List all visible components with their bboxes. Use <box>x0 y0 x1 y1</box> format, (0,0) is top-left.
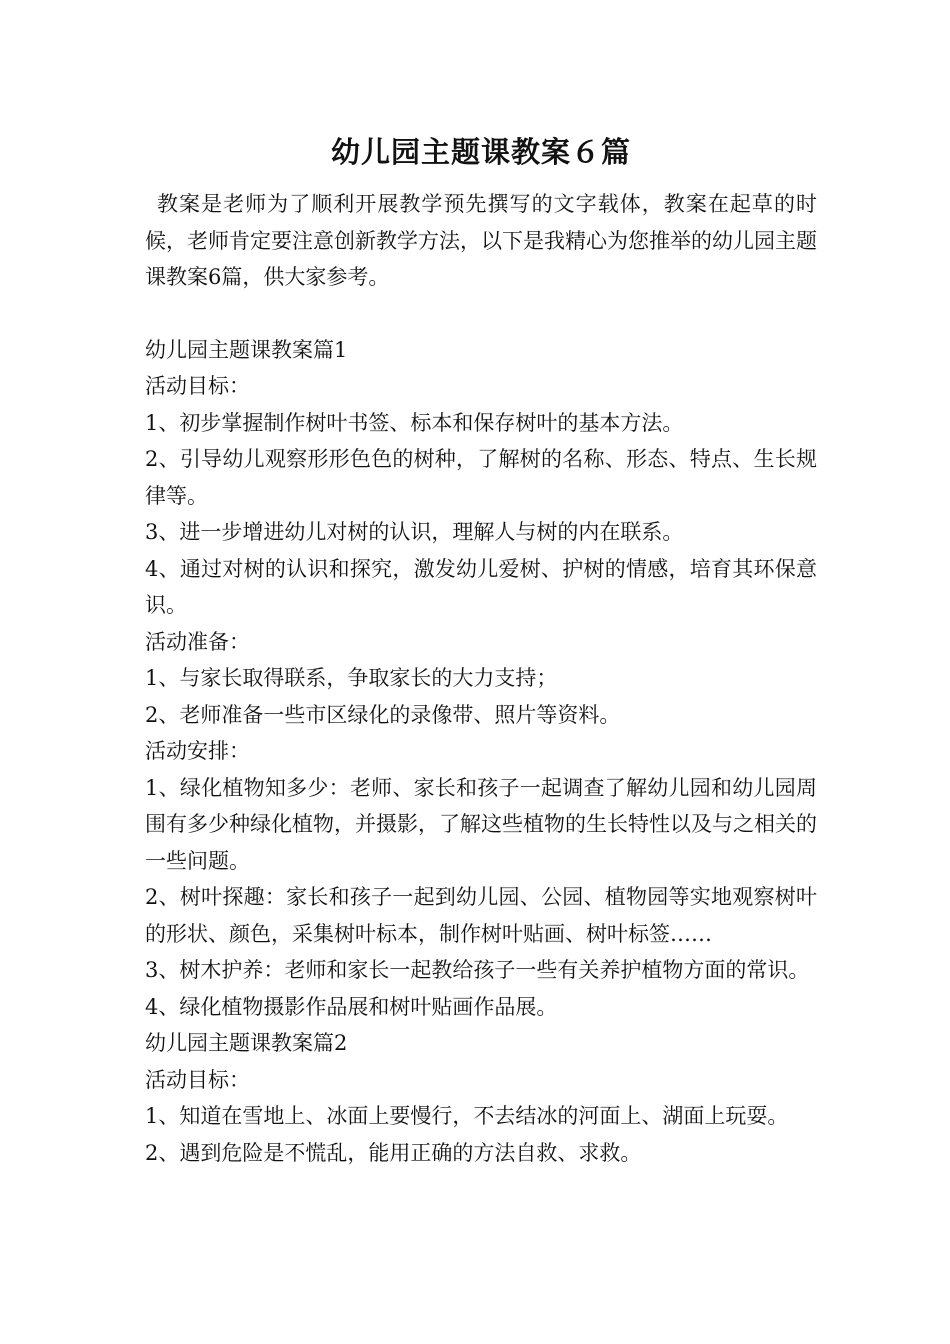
list-item: 4、通过对树的认识和探究，激发幼儿爱树、护树的情感，培育其环保意识。 <box>145 556 817 617</box>
list-item: 2、遇到危险是不慌乱，能用正确的方法自救、求救。 <box>145 1140 642 1165</box>
list-item: 2、引导幼儿观察形形色色的树种，了解树的名称、形态、特点、生长规律等。 <box>145 447 817 508</box>
document-title: 幼儿园主题课教案６篇 <box>330 135 631 169</box>
list-item: 3、进一步增进幼儿对树的认识，理解人与树的内在联系。 <box>145 520 684 544</box>
list-item: 1、与家长取得联系，争取家长的大力支持； <box>145 666 558 690</box>
list-item: 3、树木护养：老师和家长一起教给孩子一些有关养护植物方面的常识。 <box>145 958 810 982</box>
document-page <box>145 130 817 1171</box>
list-item: 2、老师准备一些市区绿化的录像带、照片等资料。 <box>145 702 621 727</box>
section-heading-2: 幼儿园主题课教案篇2 <box>145 1031 348 1055</box>
section-heading-1: 幼儿园主题课教案篇1 <box>145 337 348 362</box>
subheading-activity-prep: 活动准备： <box>145 629 250 654</box>
list-item: 1、初步掌握制作树叶书签、标本和保存树叶的基本方法。 <box>145 410 684 435</box>
subheading-activity-goals: 活动目标： <box>145 1067 250 1092</box>
list-item: 4、绿化植物摄影作品展和树叶贴画作品展。 <box>145 994 558 1019</box>
list-item: 1、绿化植物知多少：老师、家长和孩子一起调查了解幼儿园和幼儿园周围有多少种绿化植物，并摄影，了解这些植物的生长特性以及与之相关的一些问题。 <box>145 775 817 873</box>
list-item: 1、知道在雪地上、冰面上要慢行，不去结冰的河面上、湖面上玩耍。 <box>145 1104 789 1128</box>
list-item: 2、树叶探趣：家长和孩子一起到幼儿园、公园、植物园等实地观察树叶的形状、颜色，采集树叶标本，制作树叶贴画、树叶标签…… <box>145 885 817 946</box>
subheading-activity-plan: 活动安排： <box>145 739 250 763</box>
subheading-activity-goals: 活动目标： <box>145 374 250 398</box>
intro-paragraph: 教案是老师为了顺利开展教学预先撰写的文字载体，教案在起草的时候，老师肯定要注意创新教学方法，以下是我精心为您推举的幼儿园主题课教案6篇，供大家参考。 <box>145 192 817 289</box>
